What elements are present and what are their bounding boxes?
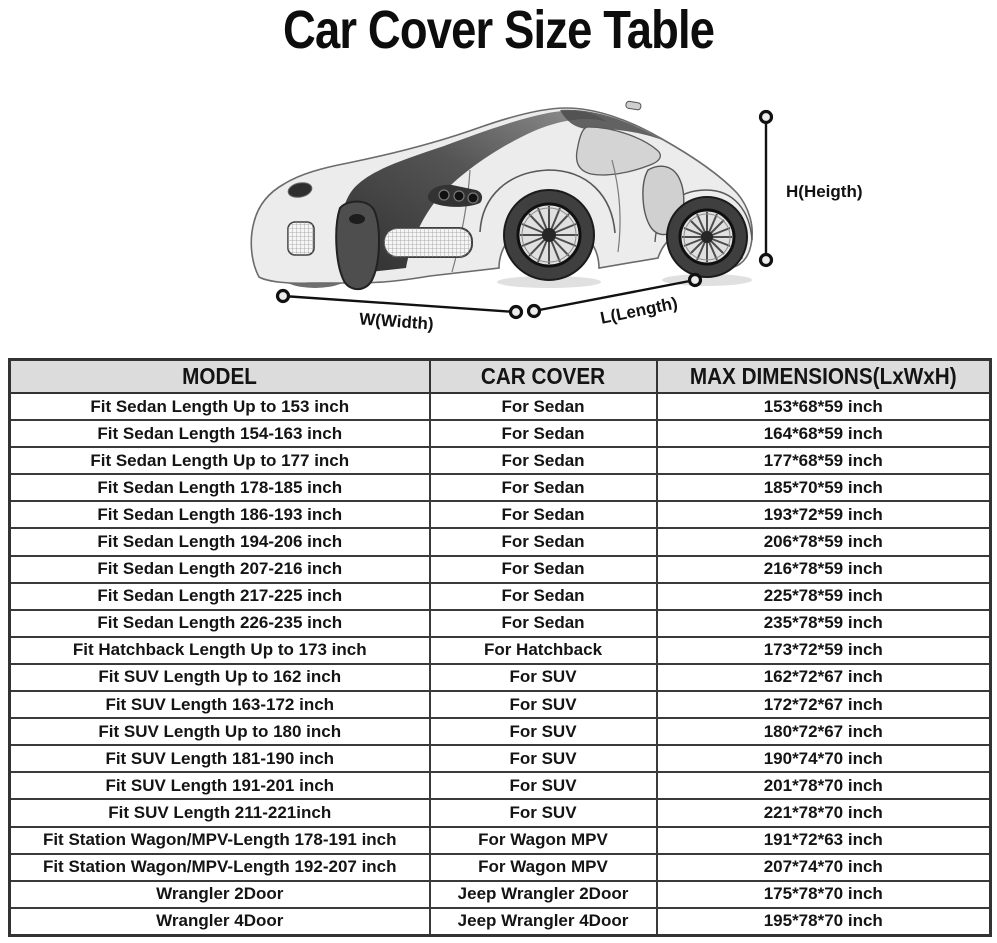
cell-car-cover: For Wagon MPV bbox=[430, 827, 657, 854]
cell-car-cover: For SUV bbox=[430, 745, 657, 772]
cell-model: Fit Sedan Length 217-225 inch bbox=[10, 583, 430, 610]
cell-model: Fit Sedan Length 207-216 inch bbox=[10, 556, 430, 583]
table-header-row bbox=[10, 360, 991, 394]
size-table-body bbox=[10, 393, 991, 935]
table-row bbox=[10, 691, 991, 718]
cell-max-dimensions: 195*78*70 inch bbox=[657, 908, 991, 936]
table-row bbox=[10, 610, 991, 637]
cell-car-cover: Jeep Wrangler 4Door bbox=[430, 908, 657, 936]
table-row bbox=[10, 718, 991, 745]
cell-max-dimensions: 153*68*59 inch bbox=[657, 393, 991, 420]
cell-max-dimensions: 177*68*59 inch bbox=[657, 447, 991, 474]
cell-max-dimensions: 216*78*59 inch bbox=[657, 556, 991, 583]
cell-model: Fit Sedan Length 186-193 inch bbox=[10, 501, 430, 528]
grille-badge bbox=[349, 214, 365, 224]
cell-max-dimensions: 162*72*67 inch bbox=[657, 664, 991, 691]
cell-model: Fit Sedan Length 226-235 inch bbox=[10, 610, 430, 637]
cell-car-cover: For Sedan bbox=[430, 556, 657, 583]
car-dimension-diagram bbox=[230, 95, 900, 345]
cell-max-dimensions: 225*78*59 inch bbox=[657, 583, 991, 610]
table-row bbox=[10, 772, 991, 799]
cell-car-cover: For SUV bbox=[430, 799, 657, 826]
headlamp-2 bbox=[454, 191, 464, 201]
table-row bbox=[10, 745, 991, 772]
roof-mirror bbox=[625, 101, 641, 110]
front-wheel bbox=[504, 190, 594, 280]
table-row bbox=[10, 393, 991, 420]
table-row bbox=[10, 908, 991, 936]
car-illustration bbox=[230, 95, 900, 345]
page-title-bar bbox=[0, 0, 997, 62]
cell-max-dimensions: 190*74*70 inch bbox=[657, 745, 991, 772]
table-row bbox=[10, 501, 991, 528]
cell-car-cover: For Sedan bbox=[430, 447, 657, 474]
cell-max-dimensions: 172*72*67 inch bbox=[657, 691, 991, 718]
cell-max-dimensions: 201*78*70 inch bbox=[657, 772, 991, 799]
cell-model: Fit Sedan Length 154-163 inch bbox=[10, 420, 430, 447]
cell-car-cover: For Sedan bbox=[430, 501, 657, 528]
table-row bbox=[10, 420, 991, 447]
left-mesh-grille bbox=[288, 222, 314, 255]
cell-car-cover: For SUV bbox=[430, 718, 657, 745]
cell-car-cover: For Wagon MPV bbox=[430, 854, 657, 881]
cell-car-cover: For Sedan bbox=[430, 610, 657, 637]
length-label: L(Length) bbox=[598, 293, 680, 328]
cell-car-cover: For Sedan bbox=[430, 474, 657, 501]
cell-model: Fit SUV Length Up to 162 inch bbox=[10, 664, 430, 691]
table-row bbox=[10, 827, 991, 854]
width-line bbox=[283, 296, 516, 312]
table-row bbox=[10, 799, 991, 826]
cell-model: Fit Sedan Length 194-206 inch bbox=[10, 528, 430, 555]
cell-max-dimensions: 235*78*59 inch bbox=[657, 610, 991, 637]
cell-model: Fit SUV Length 211-221inch bbox=[10, 799, 430, 826]
height-label: H(Heigth) bbox=[786, 182, 863, 201]
cell-max-dimensions: 207*74*70 inch bbox=[657, 854, 991, 881]
cell-model: Fit Sedan Length Up to 177 inch bbox=[10, 447, 430, 474]
size-table bbox=[8, 358, 992, 937]
cell-max-dimensions: 191*72*63 inch bbox=[657, 827, 991, 854]
table-row bbox=[10, 474, 991, 501]
cell-max-dimensions: 180*72*67 inch bbox=[657, 718, 991, 745]
headlamp-3 bbox=[468, 193, 478, 203]
table-row bbox=[10, 637, 991, 664]
cell-car-cover: For SUV bbox=[430, 691, 657, 718]
cell-max-dimensions: 221*78*70 inch bbox=[657, 799, 991, 826]
cell-car-cover: For Sedan bbox=[430, 583, 657, 610]
headlamp-1 bbox=[439, 190, 449, 200]
page-title: Car Cover Size Table bbox=[282, 0, 715, 60]
col-header-max-dimensions: MAX DIMENSIONS(LxWxH) bbox=[657, 360, 991, 394]
cell-car-cover: For Sedan bbox=[430, 420, 657, 447]
col-header-car-cover: CAR COVER bbox=[430, 360, 657, 394]
cell-max-dimensions: 193*72*59 inch bbox=[657, 501, 991, 528]
cell-max-dimensions: 206*78*59 inch bbox=[657, 528, 991, 555]
cell-model: Fit SUV Length 181-190 inch bbox=[10, 745, 430, 772]
width-label: W(Width) bbox=[358, 309, 435, 334]
cell-car-cover: For Sedan bbox=[430, 393, 657, 420]
center-mesh-grille bbox=[384, 228, 472, 257]
cell-max-dimensions: 185*70*59 inch bbox=[657, 474, 991, 501]
rear-wheel bbox=[667, 197, 747, 277]
table-row bbox=[10, 528, 991, 555]
cell-car-cover: For Hatchback bbox=[430, 637, 657, 664]
table-row bbox=[10, 854, 991, 881]
cell-model: Fit Station Wagon/MPV-Length 178-191 inch bbox=[10, 827, 430, 854]
cell-model: Wrangler 4Door bbox=[10, 908, 430, 936]
cell-car-cover: Jeep Wrangler 2Door bbox=[430, 881, 657, 908]
cell-model: Fit SUV Length 163-172 inch bbox=[10, 691, 430, 718]
col-header-model: MODEL bbox=[10, 360, 430, 394]
cell-model: Fit SUV Length Up to 180 inch bbox=[10, 718, 430, 745]
cell-model: Fit Hatchback Length Up to 173 inch bbox=[10, 637, 430, 664]
table-row bbox=[10, 881, 991, 908]
cell-model: Wrangler 2Door bbox=[10, 881, 430, 908]
cell-model: Fit SUV Length 191-201 inch bbox=[10, 772, 430, 799]
cell-max-dimensions: 164*68*59 inch bbox=[657, 420, 991, 447]
table-row bbox=[10, 556, 991, 583]
cell-model: Fit Sedan Length 178-185 inch bbox=[10, 474, 430, 501]
table-row bbox=[10, 447, 991, 474]
cell-max-dimensions: 175*78*70 inch bbox=[657, 881, 991, 908]
cell-model: Fit Sedan Length Up to 153 inch bbox=[10, 393, 430, 420]
cell-car-cover: For SUV bbox=[430, 772, 657, 799]
cell-car-cover: For SUV bbox=[430, 664, 657, 691]
cell-model: Fit Station Wagon/MPV-Length 192-207 inch bbox=[10, 854, 430, 881]
cell-car-cover: For Sedan bbox=[430, 528, 657, 555]
table-row bbox=[10, 583, 991, 610]
cell-max-dimensions: 173*72*59 inch bbox=[657, 637, 991, 664]
table-row bbox=[10, 664, 991, 691]
